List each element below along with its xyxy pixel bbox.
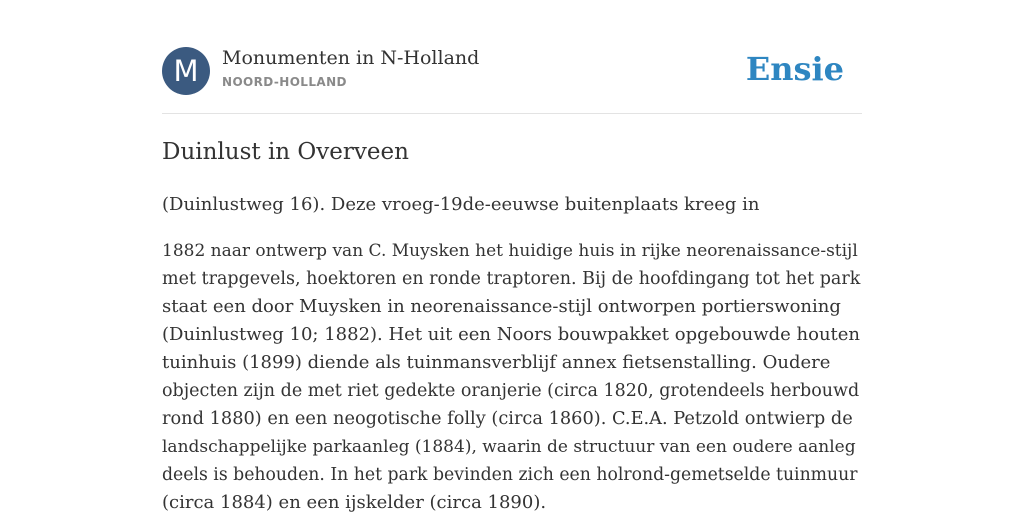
publication-title[interactable]: Monumenten in N-Holland bbox=[222, 47, 480, 69]
article-title: Duinlust in Overveen bbox=[162, 139, 409, 165]
paragraph-line: (Duinlustweg 10; 1882). Het uit een Noors bouwpakket opgebouwde houten bbox=[162, 324, 861, 345]
publication-subtitle: NOORD-HOLLAND bbox=[222, 75, 347, 89]
publication-header bbox=[162, 46, 862, 96]
paragraph-line: rond 1880) en een neogotische folly (circa 1860). C.E.A. Petzold ontwierp de bbox=[162, 409, 853, 429]
paragraph-line: tuinhuis (1899) diende als tuinmansverblijf annex fietsenstalling. Oudere bbox=[162, 352, 831, 373]
paragraph-line: staat een door Muysken in neorenaissance-stijl ontworpen portierswoning bbox=[162, 296, 841, 317]
header-divider bbox=[162, 113, 862, 114]
paragraph-line: (circa 1884) en een ijskelder (circa 1890). bbox=[162, 492, 547, 512]
paragraph-line: landschappelijke parkaanleg (1884), waarin de structuur van een oudere aanleg bbox=[162, 437, 856, 457]
article-paragraph-2 bbox=[162, 237, 862, 512]
ensie-logo[interactable]: Ensie bbox=[745, 50, 844, 88]
article-paragraph-1: (Duinlustweg 16). Deze vroeg-19de-eeuwse buitenplaats kreeg in bbox=[162, 194, 760, 215]
publication-avatar[interactable]: M bbox=[162, 47, 210, 95]
paragraph-line: met trapgevels, hoektoren en ronde traptoren. Bij de hoofdingang tot het park bbox=[162, 269, 861, 289]
paragraph-line: deels is behouden. In het park bevinden zich een holrond-gemetselde tuinmuur bbox=[162, 465, 858, 485]
paragraph-line: 1882 naar ontwerp van C. Muysken het huidige huis in rijke neorenaissance-stijl bbox=[162, 241, 858, 261]
paragraph-line: objecten zijn de met riet gedekte oranjerie (circa 1820, grotendeels herbouwd bbox=[162, 381, 860, 401]
